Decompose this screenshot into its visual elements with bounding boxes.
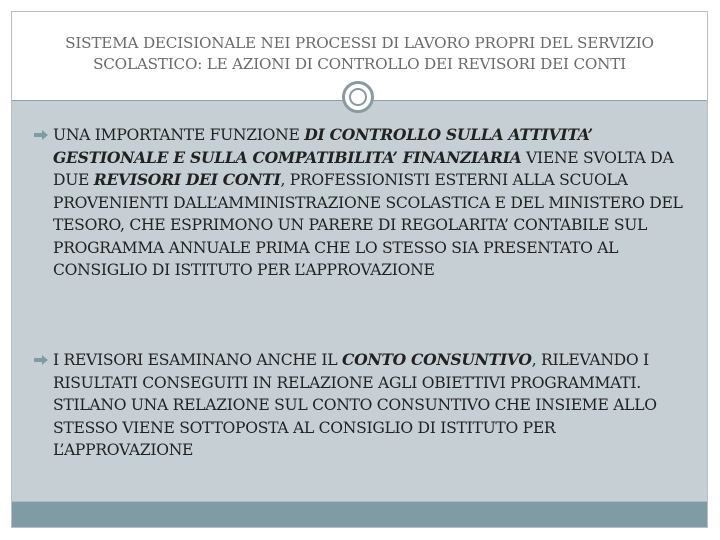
footer-bar [12, 501, 707, 527]
bullet-paragraph-2 [34, 349, 694, 462]
arrow-bullet-icon [34, 130, 48, 140]
bullet-2-text-b: , RILEVANDO I RISULTATI CONSEGUITI IN RELAZIONE AGLI OBIETTIVI PROGRAMMATI. STILANO UNA RELAZIONE SUL CONTO CONSUNTIVO CHE INSIEME ALLO STESSO VIENE SOTTOPOSTA AL CONSIGLIO DI ISTITUTO PER L’APPROVAZIONE [53, 351, 657, 459]
bullet-2-text-a: I REVISORI ESAMINANO ANCHE IL [53, 351, 342, 369]
bullet-item-2 [34, 349, 694, 462]
bullet-paragraph-1 [34, 124, 694, 282]
bullet-1-text-a: UNA IMPORTANTE FUNZIONE [53, 126, 305, 144]
title-line-1: SISTEMA DECISIONALE NEI PROCESSI DI LAVORO PROPRI DEL SERVIZIO [65, 34, 654, 52]
circle-ornament-icon [342, 81, 374, 113]
bullet-1-emphasis-a: DI CONTROLLO SULLA ATTIVITA’ GESTIONALE E SULLA COMPATIBILITA’ FINANZIARIA [53, 125, 593, 167]
bullet-2-emphasis: CONTO CONSUNTIVO [341, 350, 532, 369]
bullet-1-text-c: , PROFESSIONISTI ESTERNI ALLA SCUOLA PROVENIENTI DALL’AMMINISTRAZIONE SCOLASTICA E DEL MINISTERO DEL TESORO, CHE ESPRIMONO UN PARERE DI REGOLARITA’ CONTABILE SUL PROGRAMMA ANNUALE PRIMA CHE LO STESSO SIA PRESENTATO AL CONSIGLIO DI ISTITUTO PER L’APPROVAZIONE [53, 171, 683, 279]
title-line-2: SCOLASTICO: LE AZIONI DI CONTROLLO DEI REVISORI DEI CONTI [93, 55, 626, 73]
bullet-1-emphasis-b: REVISORI DEI CONTI [93, 170, 281, 189]
bullet-item-1 [34, 124, 694, 282]
arrow-bullet-icon [34, 355, 48, 365]
bullet-1-text-b: VIENE SVOLTA DA DUE [53, 148, 674, 189]
